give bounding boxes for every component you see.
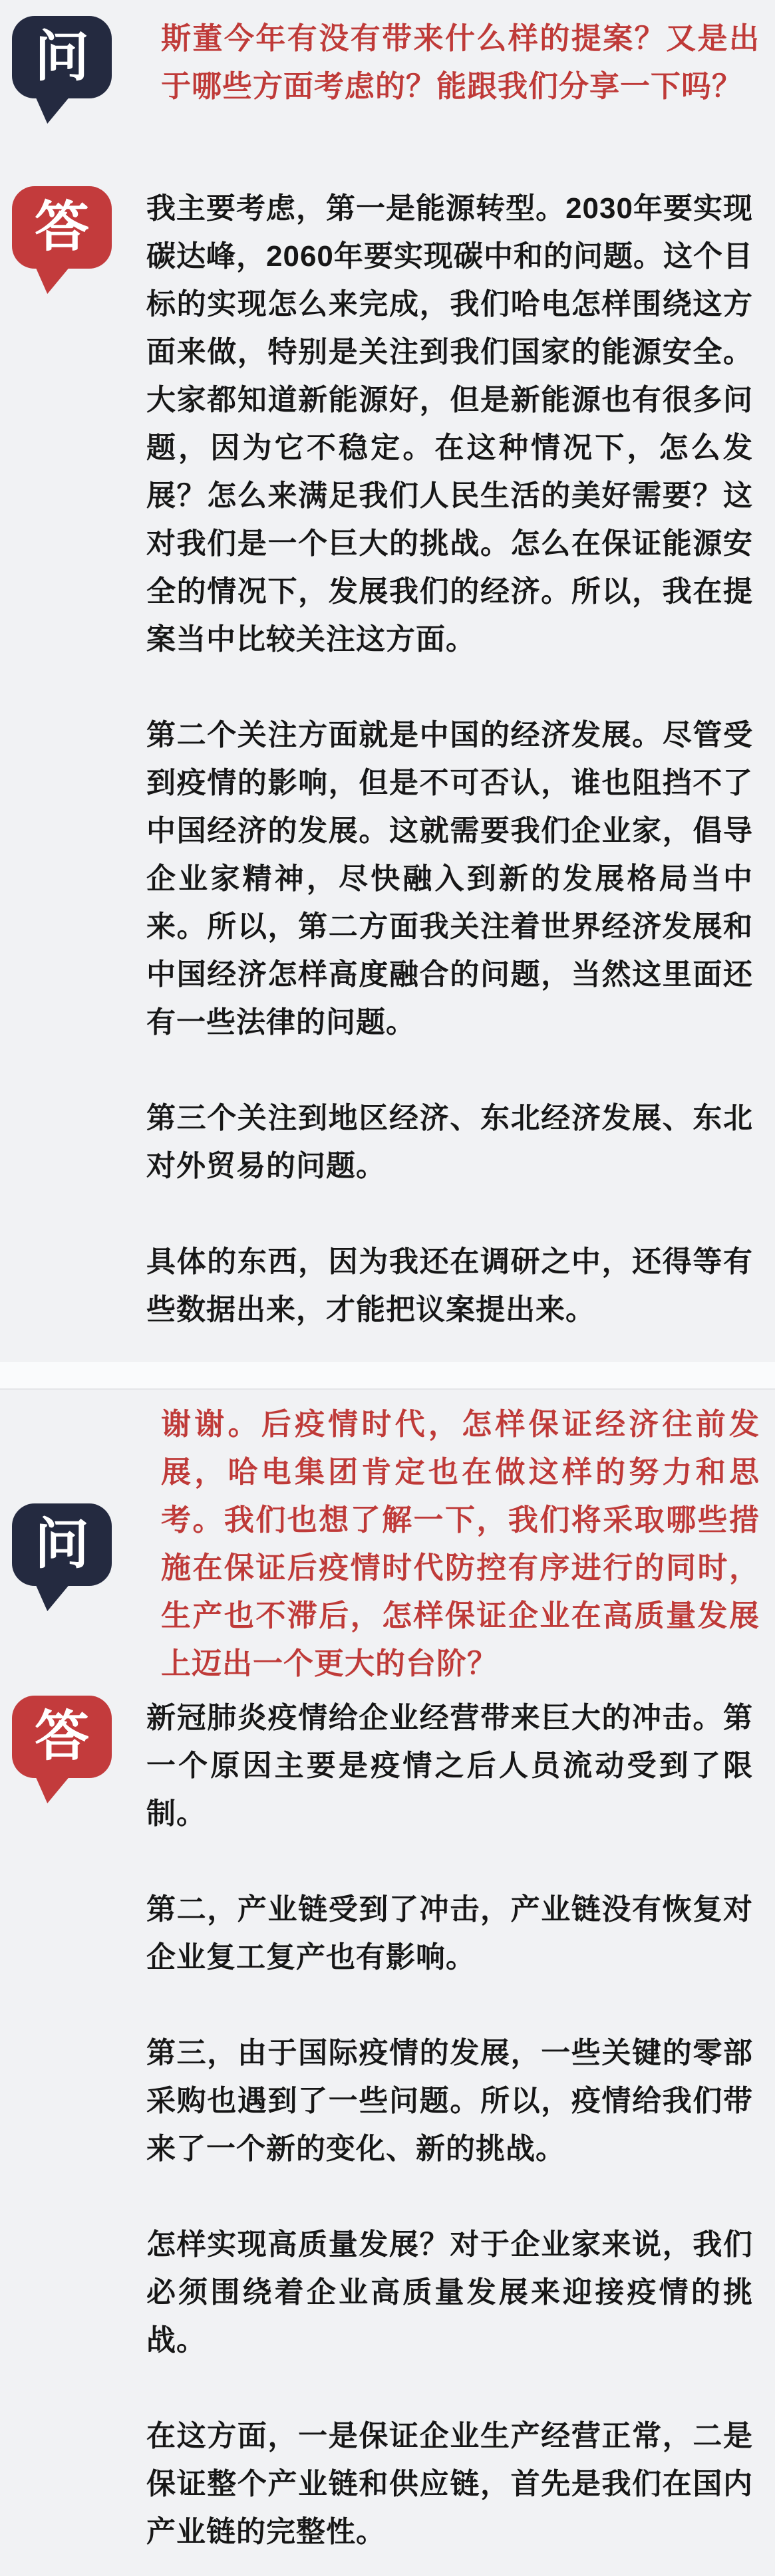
answer-2-text <box>146 1694 753 2556</box>
answer-glyph: 答 <box>34 1706 89 1767</box>
answer-paragraph: 第二，产业链受到了冲击，产业链没有恢复对企业复工复产也有影响。 <box>146 1893 753 1974</box>
answer-1-text <box>146 185 753 1334</box>
answer-speech-bubble-icon <box>12 1696 112 1778</box>
section-divider <box>0 1362 775 1390</box>
answer-paragraph: 第三，由于国际疫情的发展，一些关键的零部采购也遇到了一些问题。所以，疫情给我们带来了一个新的变化、新的挑战。 <box>146 2037 753 2165</box>
question-speech-bubble-icon <box>12 16 112 98</box>
answer-paragraph: 第三个关注到地区经济、东北经济发展、东北对外贸易的问题。 <box>146 1102 753 1182</box>
answer-paragraph: 我主要考虑，第一是能源转型。2030年要实现碳达峰，2060年要实现碳中和的问题。这个目标的实现怎么来完成，我们哈电怎样围绕这方面来做，特别是关注到我们国家的能源安全。大家都知道新能源好，但是新能源也有很多问题，因为它不稳定。在这种情况下，怎么发展？怎么来满足我们人民生活的美好需要？这对我们是一个巨大的挑战。怎么在保证能源安全的情况下，发展我们的经济。所以，我在提案当中比较关注这方面。 <box>146 192 753 656</box>
answer-paragraph: 新冠肺炎疫情给企业经营带来巨大的冲击。第一个原因主要是疫情之后人员流动受到了限制。 <box>146 1702 753 1830</box>
question-2-row <box>0 1400 775 1688</box>
question-speech-bubble-icon <box>12 1503 112 1586</box>
question-1-text: 斯董今年有没有带来什么样的提案？又是出于哪些方面考虑的？能跟我们分享一下吗？ <box>161 21 760 103</box>
answer-glyph: 答 <box>34 197 89 257</box>
answer-paragraph: 第二个关注方面就是中国的经济发展。尽管受到疫情的影响，但是不可否认，谁也阻挡不了中国经济的发展。这就需要我们企业家，倡导企业家精神，尽快融入到新的发展格局当中来。所以，第二方面我关注着世界经济发展和中国经济怎样高度融合的问题，当然这里面还有一些法律的问题。 <box>146 719 753 1039</box>
question-glyph: 问 <box>34 1514 89 1575</box>
question-glyph: 问 <box>34 27 89 87</box>
question-1-row <box>0 15 775 110</box>
answer-paragraph: 怎样实现高质量发展？对于企业家来说，我们必须围绕着企业高质量发展来迎接疫情的挑战。 <box>146 2228 753 2357</box>
answer-paragraph: 在这方面，一是保证企业生产经营正常，二是保证整个产业链和供应链，首先是我们在国内产业链的完整性。 <box>146 2420 753 2548</box>
question-2-text: 谢谢。后疫情时代，怎样保证经济往前发展，哈电集团肯定也在做这样的努力和思考。我们也想了解一下，我们将采取哪些措施在保证后疫情时代防控有序进行的同时，生产也不滞后，怎样保证企业在高质量发展上迈出一个更大的台阶？ <box>161 1407 760 1680</box>
answer-speech-bubble-icon <box>12 186 112 269</box>
answer-2-row <box>0 1694 775 2556</box>
qa-section-2 <box>0 1390 775 2576</box>
answer-paragraph: 具体的东西，因为我还在调研之中，还得等有些数据出来，才能把议案提出来。 <box>146 1245 753 1326</box>
answer-1-row <box>0 185 775 1334</box>
